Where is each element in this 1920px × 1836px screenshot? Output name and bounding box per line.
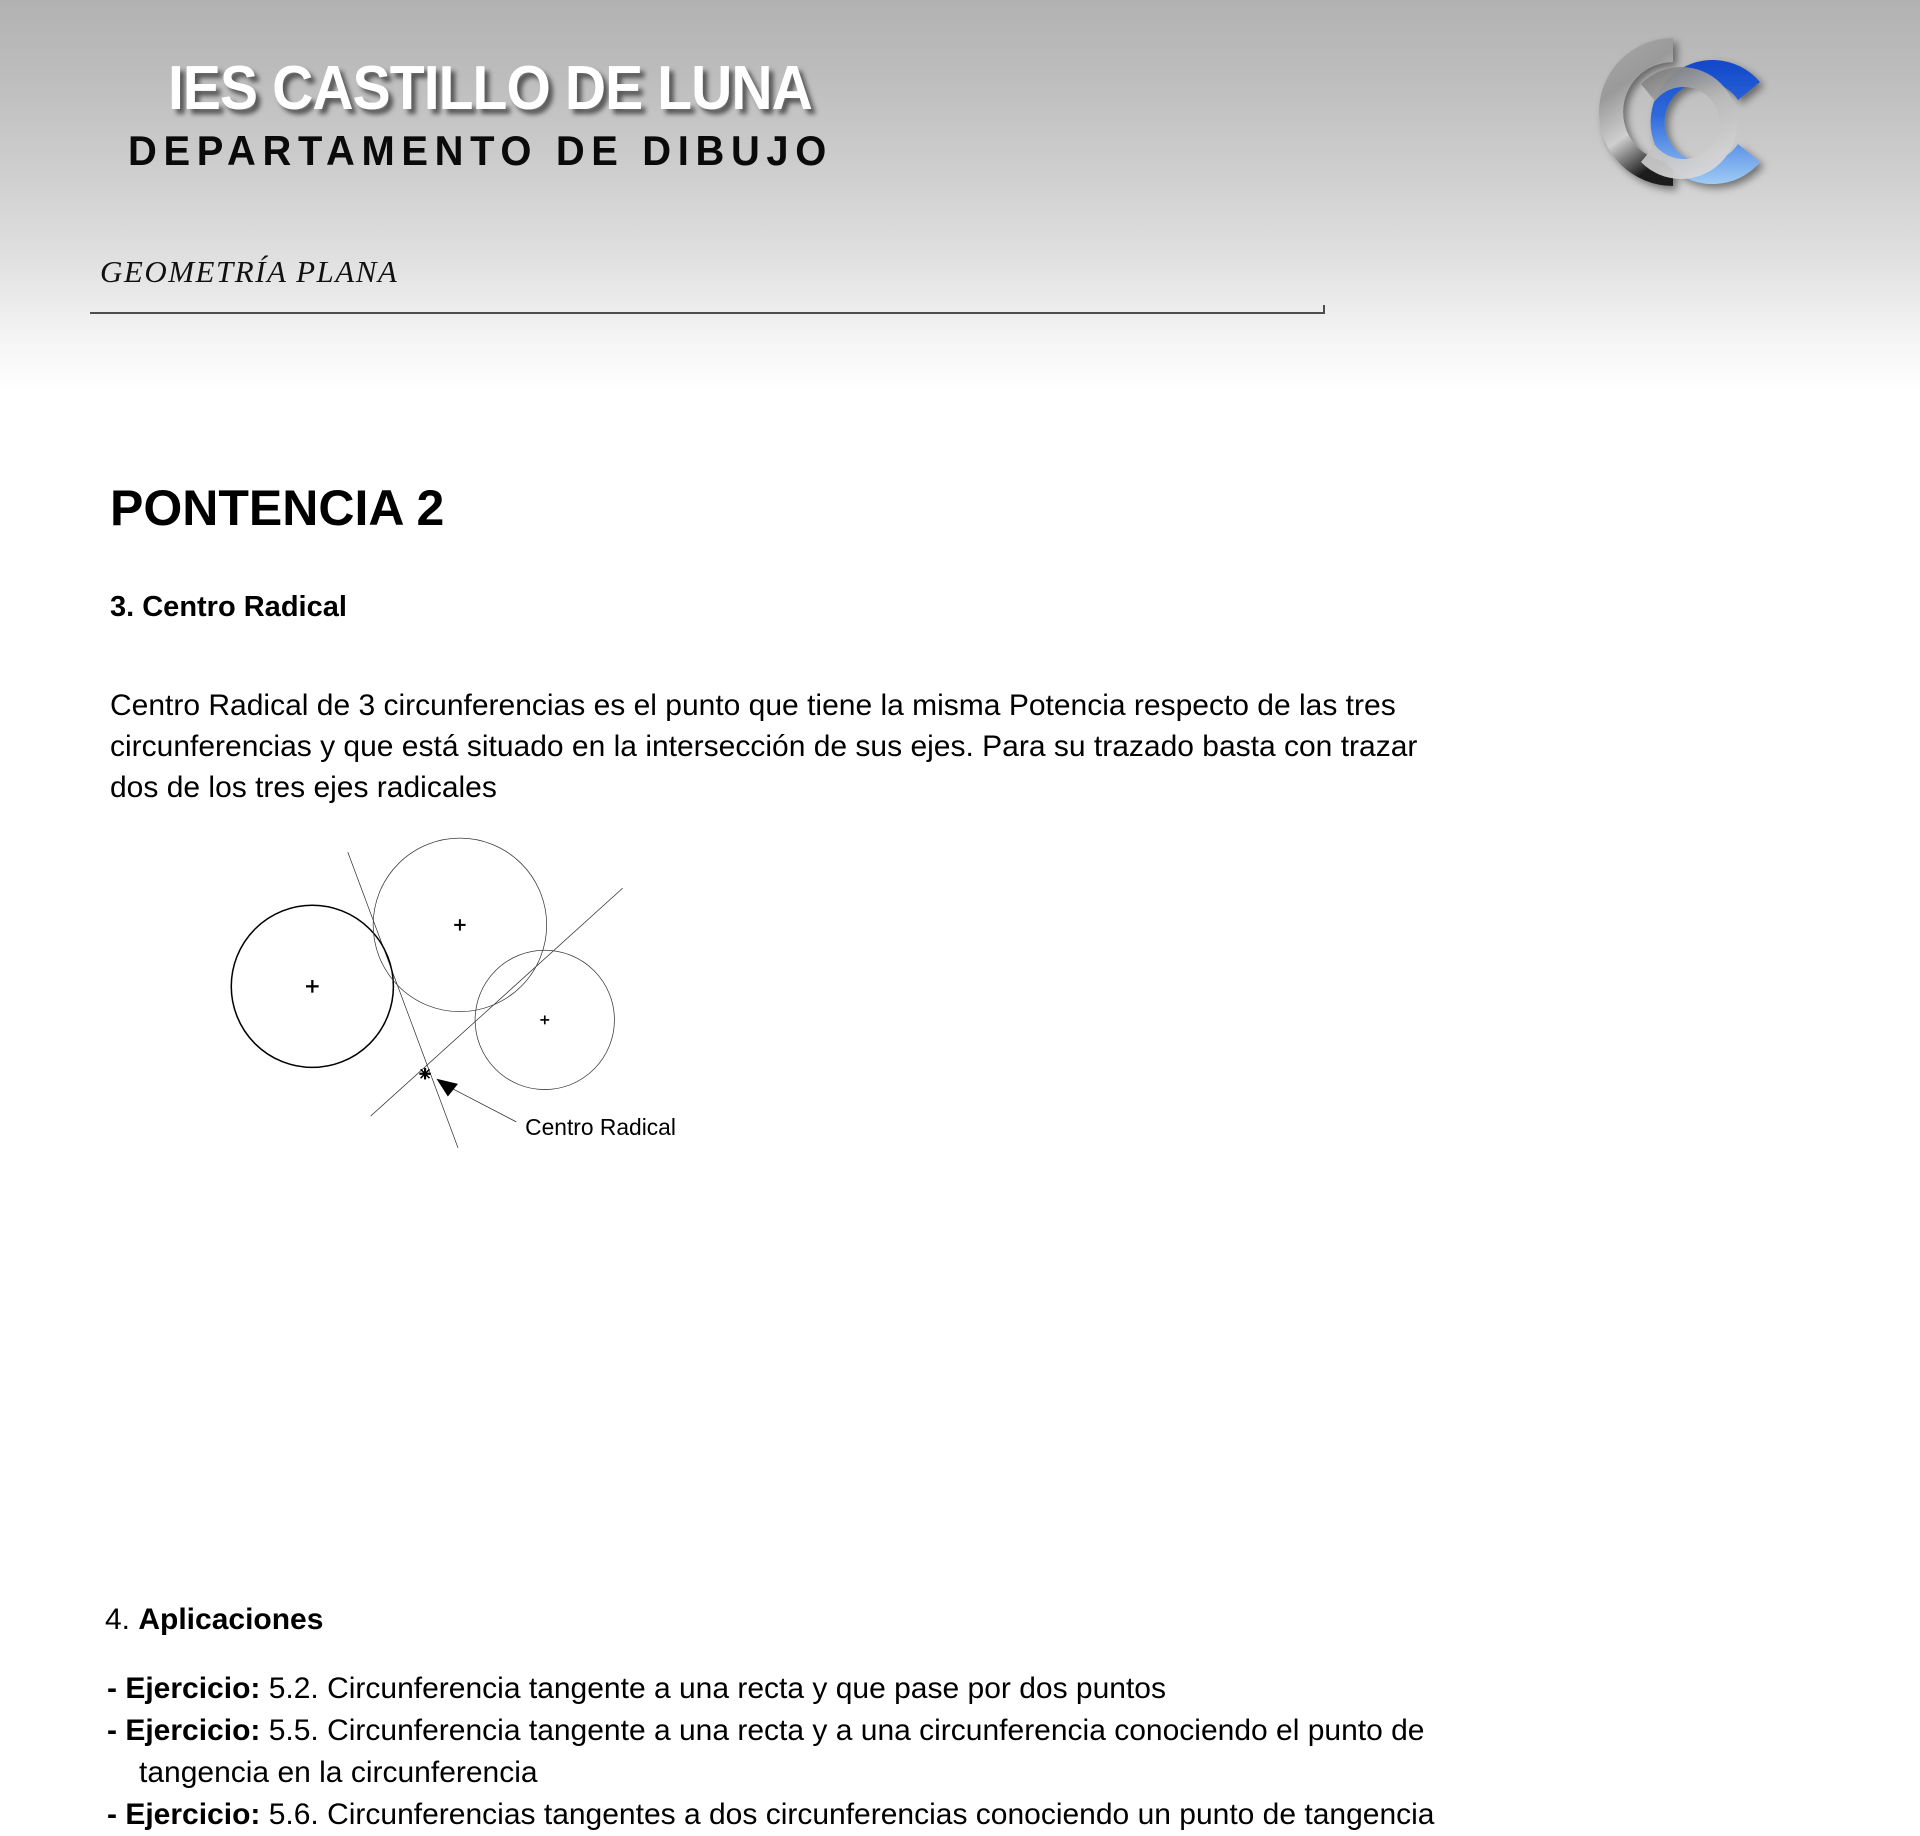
page-title: PONTENCIA 2	[110, 479, 445, 536]
centro-radical-leader-arrowhead	[436, 1079, 458, 1097]
applications-heading	[105, 1603, 323, 1637]
list-item	[107, 1710, 1907, 1752]
section-label: GEOMETRÍA PLANA	[100, 254, 399, 289]
radical-axis-1	[348, 852, 458, 1148]
section-divider-rule	[90, 312, 1325, 314]
exercise-bullet-2: -	[107, 1714, 126, 1747]
exercise-text-1: 5.2. Circunferencia tangente a una recta y que pase por dos puntos	[260, 1672, 1166, 1705]
list-item	[107, 1794, 1907, 1836]
subsection-title: 3. Centro Radical	[110, 591, 347, 624]
radical-axis-2	[371, 888, 623, 1116]
centro-radical-label: Centro Radical	[525, 1114, 676, 1141]
exercise-text-3: 5.6. Circunferencias tangentes a dos circunferencias conociendo un punto de tangencia	[260, 1798, 1435, 1831]
centro-radical-diagram	[230, 790, 1130, 1170]
exercise-label-3: Ejercicio:	[125, 1798, 261, 1831]
definition-paragraph: Centro Radical de 3 circunferencias es el punto que tiene la misma Potencia respecto de las tres circunferencias y que está situado en la intersección de sus ejes. Para su trazado basta con trazar dos de los tres ejes radicales	[110, 689, 1418, 804]
department-subtitle: DEPARTAMENTO DE DIBUJO	[128, 127, 833, 174]
exercise-bullet-1: -	[107, 1672, 126, 1705]
centro-radical-leader-line	[453, 1089, 516, 1122]
exercise-text-2: 5.5. Circunferencia tangente a una recta y a una circunferencia conociendo el punto de	[260, 1714, 1425, 1747]
exercise-label-1: Ejercicio:	[125, 1672, 261, 1705]
circle-3-center-mark	[540, 1015, 549, 1024]
section-divider-end-tick	[1323, 305, 1325, 314]
circle-1-center-mark	[306, 980, 319, 993]
list-item	[107, 1668, 1907, 1710]
centro-radical-point	[419, 1068, 430, 1079]
interlocking-c-logo	[1545, 22, 1775, 207]
exercise-list	[107, 1668, 1907, 1836]
applications-heading-number: 4.	[105, 1602, 139, 1636]
exercise-label-2: Ejercicio:	[125, 1714, 261, 1747]
header-band	[0, 0, 1920, 392]
applications-heading-word: Aplicaciones	[138, 1602, 324, 1636]
exercise-continuation-2: tangencia en la circunferencia	[139, 1756, 538, 1789]
school-title: IES CASTILLO DE LUNA	[168, 54, 812, 123]
exercise-bullet-3: -	[107, 1798, 126, 1831]
circle-2-center-mark	[454, 919, 465, 930]
